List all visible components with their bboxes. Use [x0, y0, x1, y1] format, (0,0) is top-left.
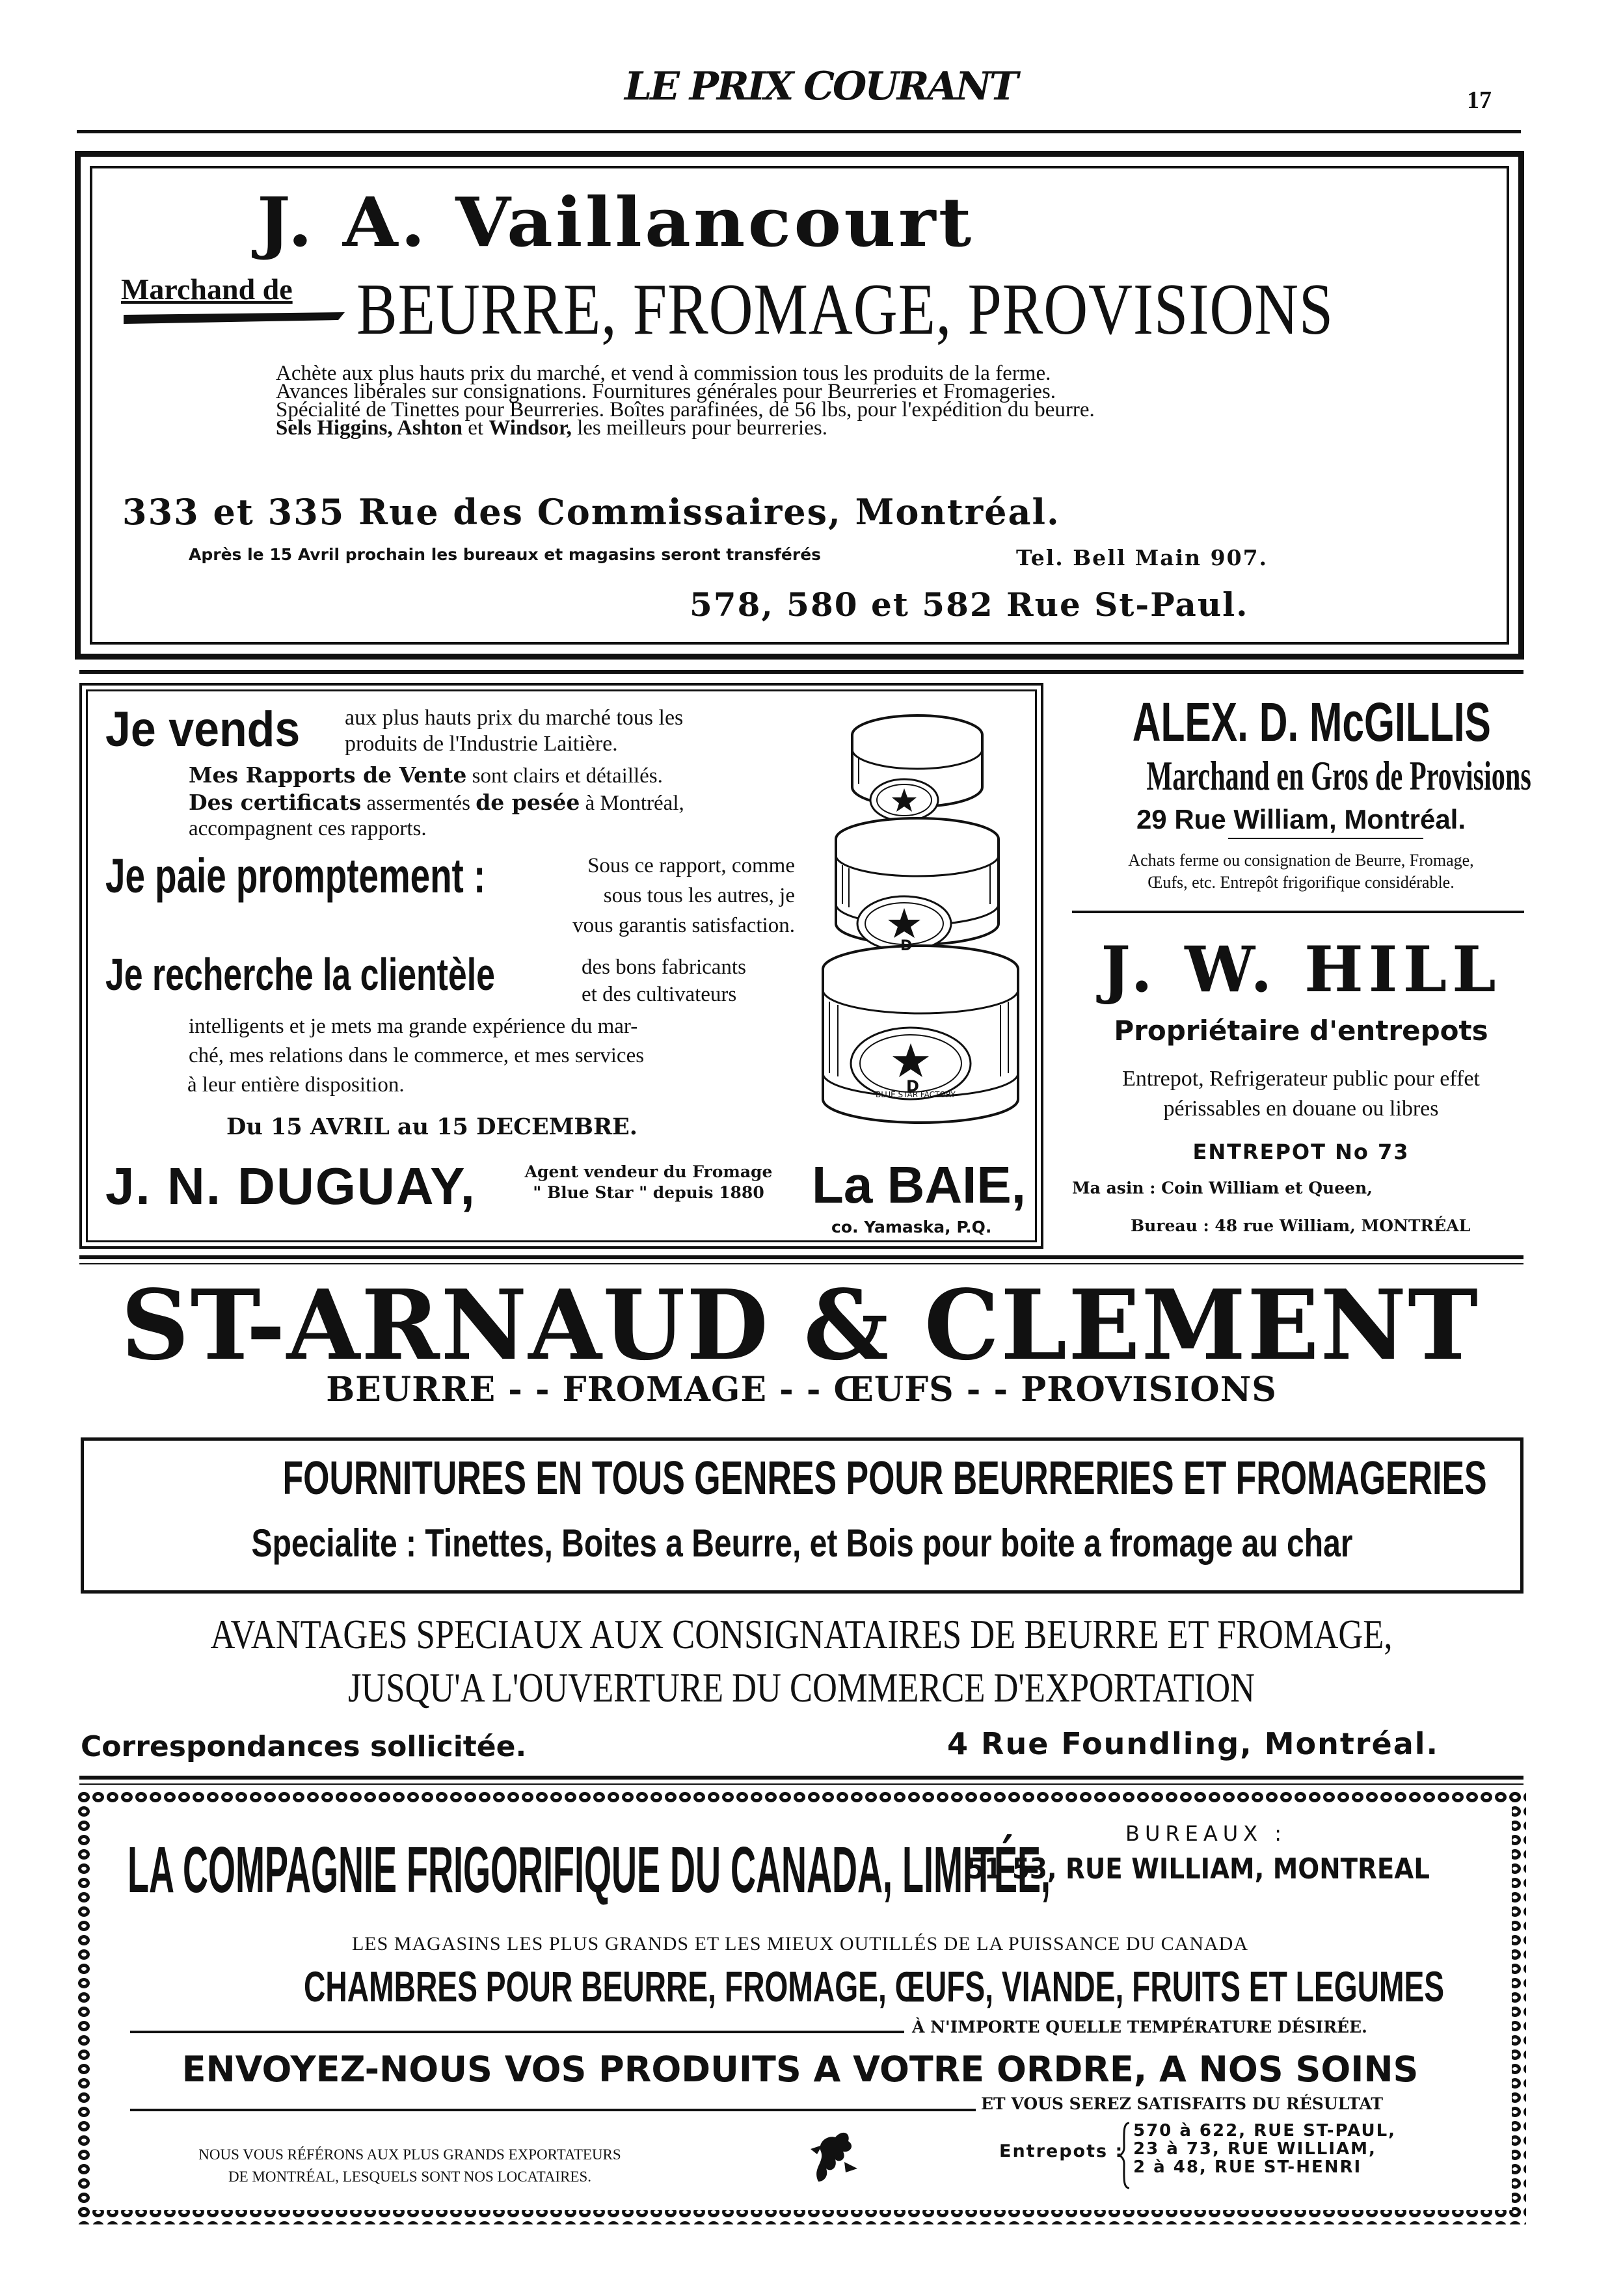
hill-title: Propriétaire d'entrepots	[1114, 1015, 1488, 1047]
brace-icon	[1118, 2122, 1131, 2189]
starnaud-avantages-2: JUSQU'A L'OUVERTURE DU COMMERCE D'EXPORTATION	[347, 1664, 1255, 1711]
mcgillis-line-2: Œufs, etc. Entrepôt frigorifique considérable.	[1147, 873, 1455, 892]
vaillancourt-arrow	[124, 312, 345, 324]
duguay-je-vends: Je vends	[105, 702, 301, 757]
hill-line-1: Entrepot, Refrigerateur public pour effet	[1122, 1067, 1480, 1091]
duguay-certificats-bold2: de pesée	[476, 790, 580, 815]
duguay-body	[189, 1012, 644, 1100]
frigorifique-satisfaits: ET VOUS SEREZ SATISFAITS DU RÉSULTAT	[981, 2094, 1384, 2113]
duguay-body-1: intelligents et je mets ma grande expérience du mar-	[189, 1015, 638, 1038]
frigorifique-entrepot-2: 23 à 73, RUE WILLIAM,	[1133, 2139, 1376, 2159]
duguay-recherche-text	[582, 954, 746, 1008]
duguay-agent-1: Agent vendeur du Fromage	[524, 1162, 773, 1181]
duguay-name: J. N. DUGUAY,	[105, 1157, 476, 1215]
starnaud-avantages-1: AVANTAGES SPECIAUX AUX CONSIGNATAIRES DE BEURRE ET FROMAGE,	[210, 1611, 1393, 1657]
duguay-certificats-rest: à Montréal,	[585, 792, 684, 815]
duguay-county: co. Yamaska, P.Q.	[831, 1218, 992, 1236]
duguay-vends-text-1: aux plus hauts prix du marché tous les	[345, 706, 684, 730]
section-rule-1	[79, 670, 1523, 674]
duguay-rapports-bold: Mes Rapports de Vente	[189, 762, 467, 788]
starnaud-products: BEURRE - - FROMAGE - - ŒUFS - - PROVISIONS	[326, 1370, 1277, 1409]
starnaud-box-line-1: FOURNITURES EN TOUS GENRES POUR BEURRERIES ET FROMAGERIES	[282, 1452, 1487, 1504]
vaillancourt-tel: Tel. Bell Main 907.	[1016, 545, 1268, 570]
frigorifique-dragon-emblem	[805, 2123, 860, 2188]
duguay-certificats-mid: assermentés	[366, 792, 470, 815]
mcgillis-name: ALEX. D. McGILLIS	[1132, 691, 1491, 753]
frigorifique-chambres: CHAMBRES POUR BEURRE, FROMAGE, ŒUFS, VIANDE, FRUITS ET LEGUMES	[304, 1962, 1445, 2010]
frigorifique-brace	[1118, 2122, 1131, 2189]
frigorifique-temperature: À N'IMPORTE QUELLE TEMPÉRATURE DÉSIRÉE.	[912, 2018, 1367, 2036]
frigorifique-entrepot-1: 570 à 622, RUE ST-PAUL,	[1133, 2121, 1397, 2141]
hill-bureau: Bureau : 48 rue William, MONTRÉAL	[1131, 1216, 1471, 1235]
duguay-certificats-bold: Des certificats	[189, 790, 362, 815]
vaillancourt-sels-et: et	[468, 416, 484, 440]
mcgillis-address: 29 Rue William, Montréal.	[1136, 804, 1466, 834]
frigorifique-rule-1	[130, 2031, 904, 2033]
vaillancourt-windsor: Windsor,	[489, 416, 572, 440]
section-rule-2b	[79, 1263, 1523, 1264]
duguay-accompagnent: accompagnent ces rapports.	[189, 817, 427, 840]
starnaud-box-line-2: Specialite : Tinettes, Boites a Beurre, et Bois pour boite a fromage au char	[251, 1521, 1353, 1565]
masthead-title: LE PRIX COURANT	[624, 64, 1017, 109]
cheese-box-label: BLUE STAR FACTORY	[876, 1090, 956, 1099]
vaillancourt-name: J. A. Vaillancourt	[257, 182, 974, 262]
hill-line-2: périssables en douane ou libres	[1163, 1097, 1439, 1121]
frigorifique-entrepot-3: 2 à 48, RUE ST-HENRI	[1133, 2157, 1362, 2177]
duguay-paie-text-1: Sous ce rapport, comme	[587, 854, 795, 877]
duguay-certificats	[189, 790, 684, 816]
vaillancourt-notice: Après le 15 Avril prochain les bureaux et magasins seront transférés	[189, 545, 822, 564]
starnaud-name: ST-ARNAUD & CLEMENT	[120, 1268, 1480, 1382]
section-rule-3	[79, 1776, 1523, 1780]
duguay-town: La BAIE,	[812, 1156, 1026, 1214]
duguay-vends-text	[345, 705, 683, 757]
frigorifique-referons	[143, 2144, 677, 2188]
header-rule	[77, 130, 1521, 133]
duguay-body-3: à leur entière disposition.	[187, 1073, 405, 1097]
frigorifique-referons-2: DE MONTRÉAL, LESQUELS SONT NOS LOCATAIRES.	[228, 2169, 592, 2185]
hill-name: J. W. HILL	[1101, 933, 1501, 1006]
frigorifique-name: LA COMPAGNIE FRIGORIFIQUE DU CANADA, LIMITÉE,	[127, 1834, 1051, 1906]
duguay-agent	[496, 1162, 801, 1203]
duguay-vends-text-2: produits de l'Industrie Laitière.	[345, 732, 618, 756]
cheese-box-letter-bottom: D	[906, 1077, 919, 1095]
masthead	[624, 64, 1017, 116]
duguay-body-2: ché, mes relations dans le commerce, et mes services	[189, 1044, 645, 1067]
arrow-icon	[124, 312, 345, 327]
vaillancourt-products: BEURRE, FROMAGE, PROVISIONS	[356, 269, 1334, 350]
section-rule-3b	[79, 1783, 1523, 1785]
vaillancourt-line-1: Achète aux plus hauts prix du marché, et vend à commission tous les produits de la ferme.	[276, 362, 1051, 385]
page-number: 17	[1467, 87, 1492, 114]
duguay-je-paie: Je paie promptement :	[105, 849, 486, 903]
vaillancourt-sels-rest: les meilleurs pour beurreries.	[577, 416, 827, 440]
duguay-rapports-rest: sont clairs et détaillés.	[472, 764, 663, 788]
frigorifique-bureaux: BUREAUX :	[1125, 1821, 1287, 1846]
hill-magasin: Ma asin : Coin William et Queen,	[1072, 1179, 1373, 1197]
duguay-dates: Du 15 AVRIL au 15 DECEMBRE.	[226, 1114, 637, 1140]
duguay-paie-text-3: vous garantis satisfaction.	[572, 914, 795, 937]
duguay-rapports	[189, 762, 663, 788]
vaillancourt-marchand-label: Marchand de	[121, 273, 293, 306]
vaillancourt-line-2: Avances libérales sur consignations. Fournitures générales pour Beurreries et Fromageries.	[276, 380, 1056, 403]
frigorifique-entrepots	[1133, 2122, 1396, 2176]
hill-lines	[1067, 1064, 1535, 1124]
cheese-boxes-illustration	[813, 709, 1021, 1151]
frigorifique-rule-2	[130, 2109, 976, 2111]
vaillancourt-line-3: Spécialité de Tinettes pour Beurreries. Boîtes parafinées, de 56 lbs, pour l'expédition du beurre.	[276, 398, 1095, 421]
vaillancourt-body	[276, 362, 1343, 440]
starnaud-correspondances: Correspondances sollicitée.	[81, 1730, 527, 1763]
starnaud-address: 4 Rue Foundling, Montréal.	[947, 1726, 1439, 1761]
mcgillis-hill-rule	[1072, 911, 1524, 913]
hill-entrepot: ENTREPOT No 73	[1192, 1140, 1410, 1164]
mcgillis-line-1: Achats ferme ou consignation de Beurre, Fromage,	[1128, 851, 1474, 870]
vaillancourt-line-4	[276, 416, 1343, 440]
frigorifique-entrepots-label: Entrepots :	[999, 2141, 1124, 2161]
mcgillis-trade: Marchand en Gros de Provisions	[1146, 753, 1531, 799]
duguay-recherche-text-2: et des cultivateurs	[582, 983, 737, 1006]
dragon-icon	[805, 2123, 860, 2188]
mcgillis-underline	[1228, 838, 1423, 839]
duguay-je-recherche: Je recherche la clientèle	[105, 949, 495, 1000]
section-rule-2	[79, 1255, 1523, 1259]
frigorifique-envoyez: ENVOYEZ-NOUS VOS PRODUITS A VOTRE ORDRE, A NOS SOINS	[181, 2049, 1419, 2090]
vaillancourt-address: 333 et 335 Rue des Commissaires, Montréal.	[122, 491, 1060, 533]
frigorifique-referons-1: NOUS VOUS RÉFÉRONS AUX PLUS GRANDS EXPORTATEURS	[198, 2146, 621, 2163]
frigorifique-magasins: LES MAGASINS LES PLUS GRANDS ET LES MIEUX OUTILLÉS DE LA PUISSANCE DU CANADA	[351, 1933, 1248, 1955]
vaillancourt-sels: Sels Higgins, Ashton	[276, 416, 463, 440]
frigorifique-address: 51-53, RUE WILLIAM, MONTREAL	[967, 1852, 1430, 1886]
vaillancourt-new-address: 578, 580 et 582 Rue St-Paul.	[690, 585, 1249, 624]
duguay-paie-text-2: sous tous les autres, je	[603, 884, 795, 907]
duguay-paie-text	[514, 851, 795, 941]
duguay-recherche-text-1: des bons fabricants	[582, 955, 746, 979]
cheese-box-letter-mid: D	[900, 938, 913, 954]
duguay-agent-2: " Blue Star " depuis 1880	[533, 1183, 764, 1202]
mcgillis-lines	[1067, 849, 1535, 894]
